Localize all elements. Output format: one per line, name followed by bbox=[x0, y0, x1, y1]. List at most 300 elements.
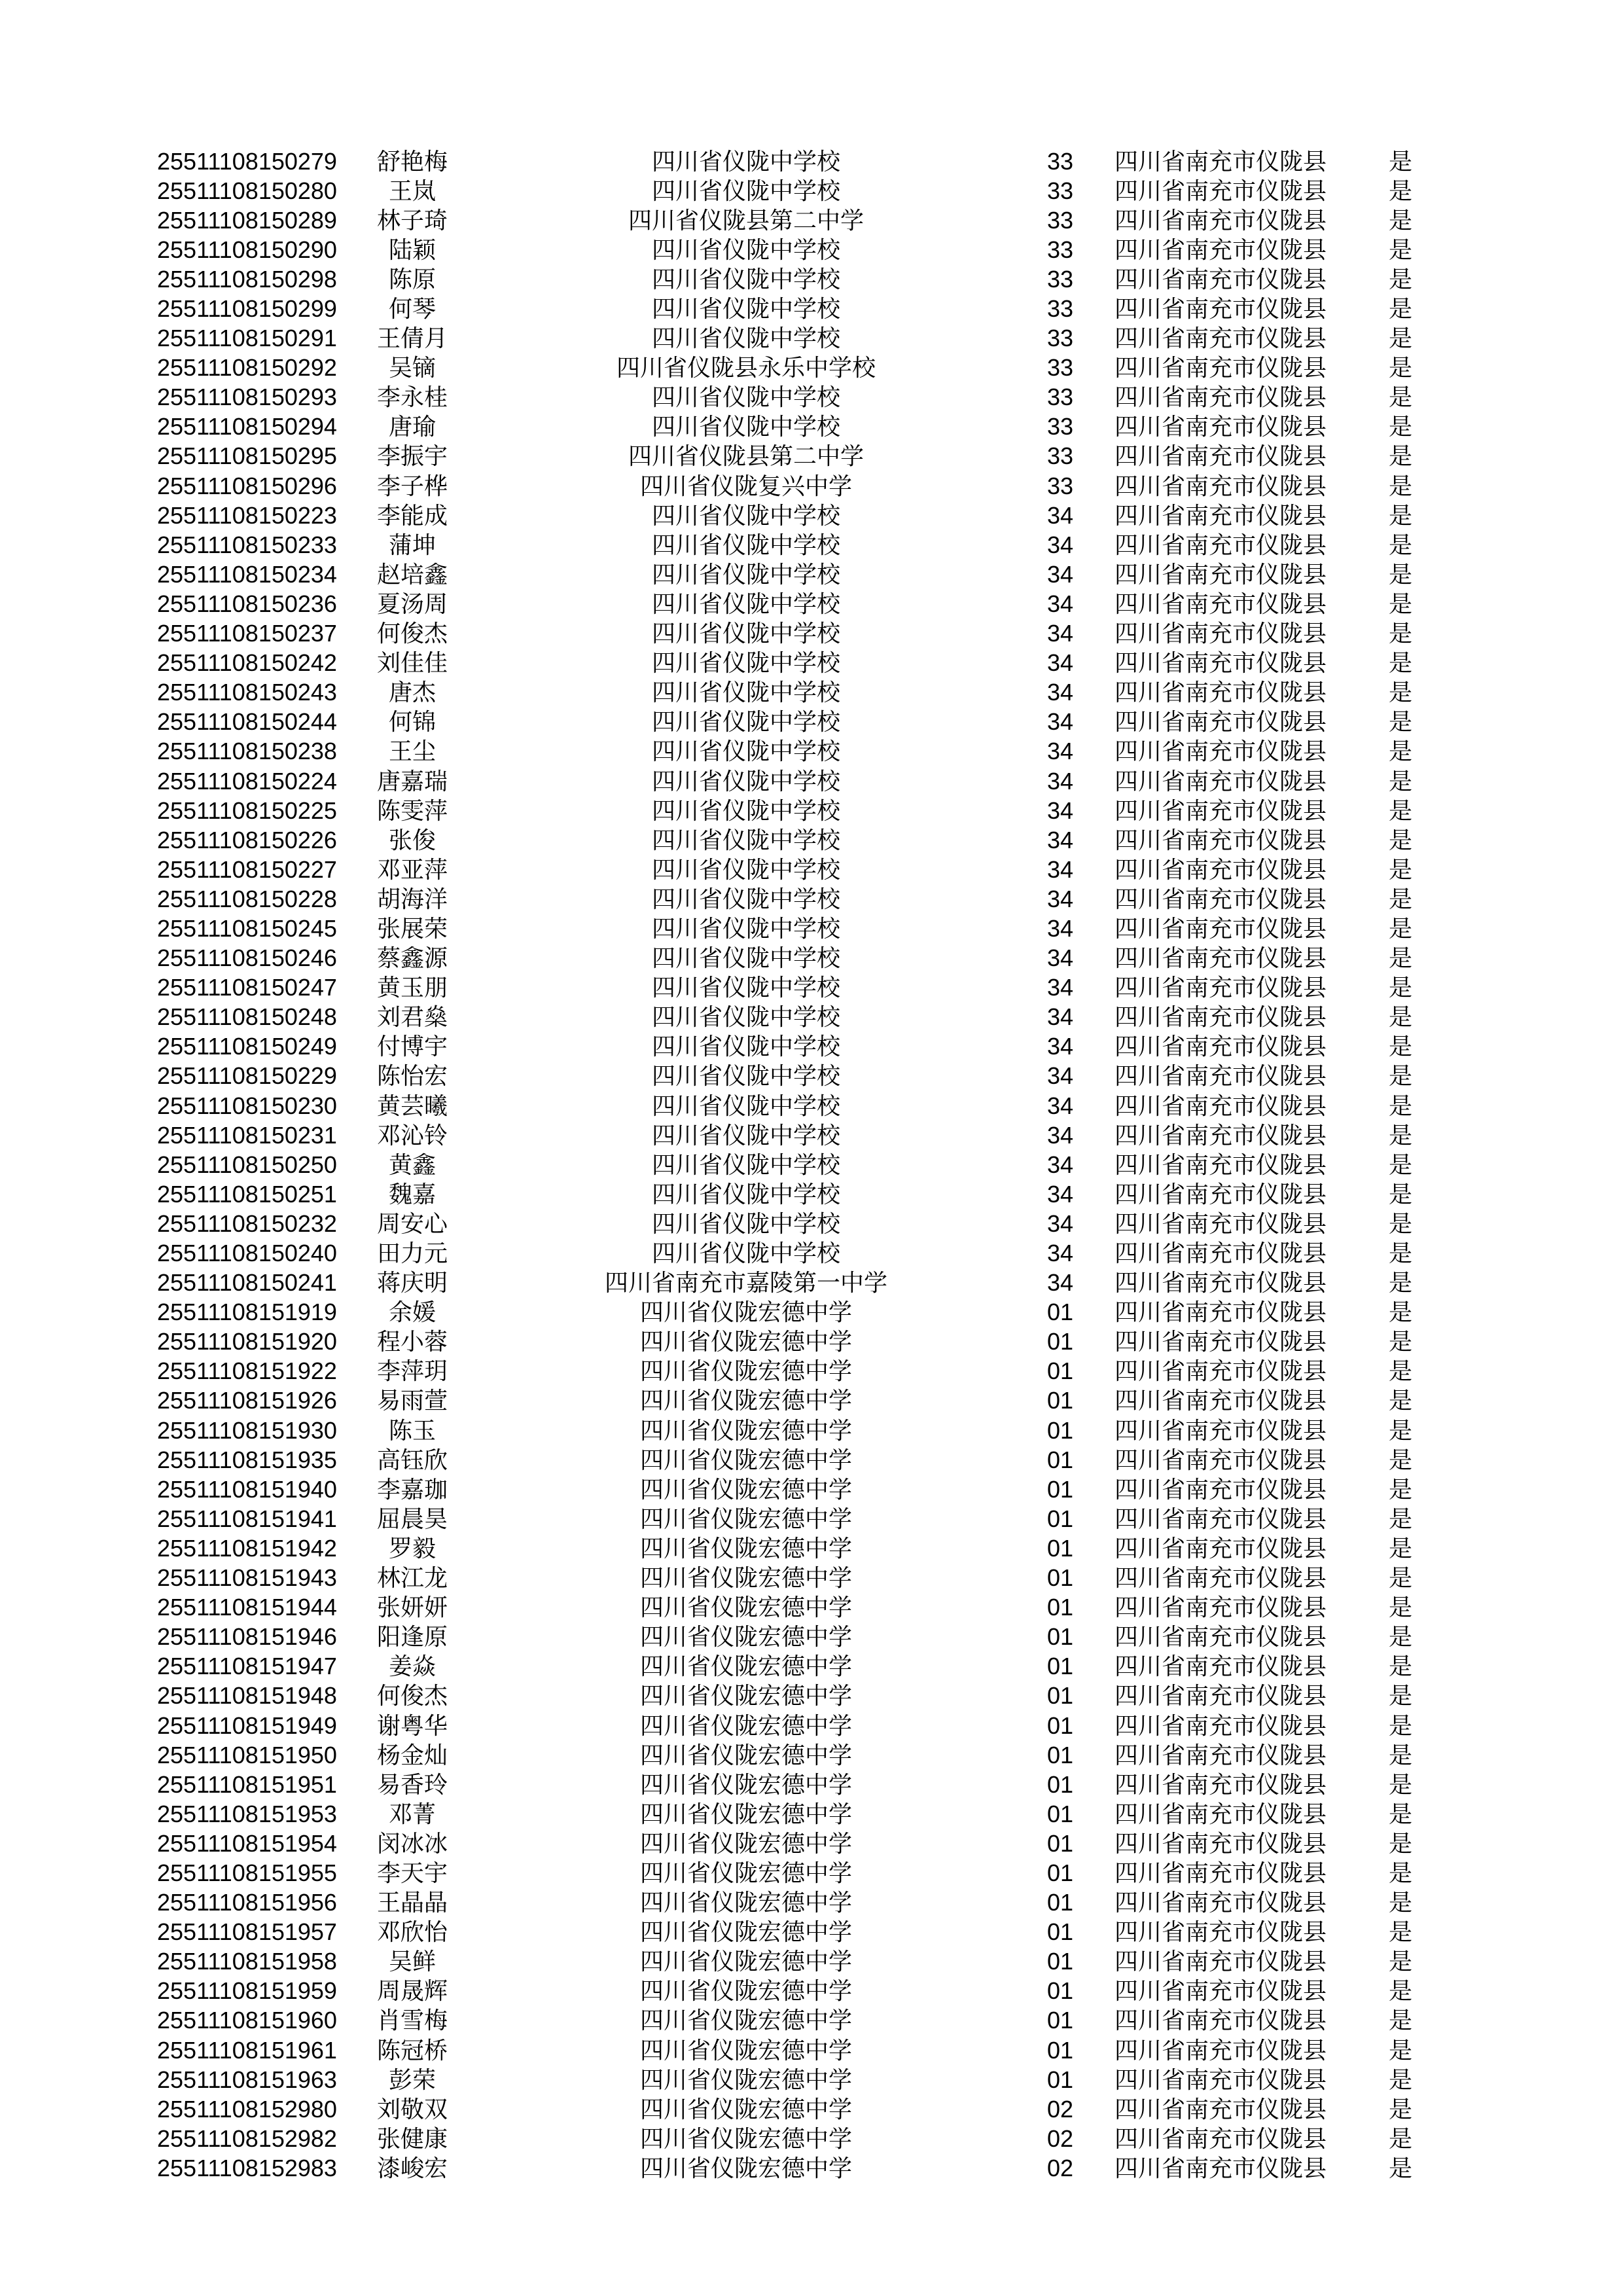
table-row bbox=[0, 1209, 1623, 1238]
table-row bbox=[0, 1504, 1623, 1534]
region-cell: 四川省南充市仪陇县 bbox=[1114, 1181, 1327, 1208]
exam-number-cell: 25511108150244 bbox=[157, 708, 337, 736]
region-cell: 四川省南充市仪陇县 bbox=[1114, 1033, 1327, 1060]
student-name-cell: 陈冠桥 bbox=[376, 2037, 448, 2064]
confirmed-cell: 是 bbox=[1388, 1653, 1412, 1680]
school-cell: 四川省仪陇宏德中学 bbox=[639, 1417, 852, 1444]
student-name-cell: 肖雪梅 bbox=[376, 2007, 448, 2034]
region-cell: 四川省南充市仪陇县 bbox=[1114, 1240, 1327, 1267]
region-cell: 四川省南充市仪陇县 bbox=[1114, 2096, 1327, 2123]
school-cell: 四川省仪陇中学校 bbox=[651, 384, 840, 411]
student-name-cell: 何俊杰 bbox=[376, 1683, 448, 1710]
region-cell: 四川省南充市仪陇县 bbox=[1114, 1358, 1327, 1385]
table-row bbox=[0, 1681, 1623, 1711]
confirmed-cell: 是 bbox=[1388, 1033, 1412, 1060]
table-row bbox=[0, 1150, 1623, 1179]
class-number-cell: 01 bbox=[1046, 1977, 1074, 2005]
exam-number-cell: 25511108150279 bbox=[157, 147, 337, 175]
exam-number-cell: 25511108151930 bbox=[157, 1416, 337, 1444]
region-cell: 四川省南充市仪陇县 bbox=[1114, 856, 1327, 883]
table-row bbox=[0, 1327, 1623, 1357]
school-cell: 四川省仪陇宏德中学 bbox=[639, 1565, 852, 1592]
table-row bbox=[0, 1445, 1623, 1475]
class-number-cell: 01 bbox=[1046, 1505, 1074, 1532]
class-number-cell: 34 bbox=[1046, 914, 1074, 942]
class-number-cell: 34 bbox=[1046, 649, 1074, 677]
exam-number-cell: 25511108150293 bbox=[157, 384, 337, 411]
region-cell: 四川省南充市仪陇县 bbox=[1114, 207, 1327, 234]
region-cell: 四川省南充市仪陇县 bbox=[1114, 1742, 1327, 1768]
school-cell: 四川省仪陇中学校 bbox=[651, 531, 840, 558]
table-row bbox=[0, 589, 1623, 619]
exam-number-cell: 25511108151951 bbox=[157, 1770, 337, 1798]
table-row bbox=[0, 2036, 1623, 2065]
school-cell: 四川省仪陇宏德中学 bbox=[639, 2007, 852, 2034]
table-row bbox=[0, 825, 1623, 855]
table-row bbox=[0, 1091, 1623, 1121]
region-cell: 四川省南充市仪陇县 bbox=[1114, 1210, 1327, 1237]
confirmed-cell: 是 bbox=[1388, 1358, 1412, 1385]
class-number-cell: 34 bbox=[1046, 767, 1074, 795]
exam-number-cell: 25511108150294 bbox=[157, 413, 337, 440]
table-row bbox=[0, 1977, 1623, 2006]
table-row bbox=[0, 294, 1623, 323]
school-cell: 四川省仪陇中学校 bbox=[651, 1092, 840, 1119]
class-number-cell: 02 bbox=[1046, 2125, 1074, 2152]
student-name-cell: 黄玉朋 bbox=[376, 975, 448, 1001]
region-cell: 四川省南充市仪陇县 bbox=[1114, 945, 1327, 972]
region-cell: 四川省南充市仪陇县 bbox=[1114, 915, 1327, 942]
exam-number-cell: 25511108150232 bbox=[157, 1210, 337, 1237]
table-row bbox=[0, 530, 1623, 560]
exam-number-cell: 25511108151954 bbox=[157, 1829, 337, 1857]
table-row bbox=[0, 619, 1623, 649]
table-row bbox=[0, 412, 1623, 442]
exam-number-cell: 25511108150246 bbox=[157, 944, 337, 972]
school-cell: 四川省仪陇中学校 bbox=[651, 236, 840, 263]
confirmed-cell: 是 bbox=[1388, 2066, 1412, 2093]
class-number-cell: 33 bbox=[1046, 325, 1074, 352]
table-row bbox=[0, 501, 1623, 530]
confirmed-cell: 是 bbox=[1388, 1683, 1412, 1710]
table-row bbox=[0, 1386, 1623, 1416]
student-name-cell: 唐杰 bbox=[388, 679, 436, 706]
school-cell: 四川省仪陇宏德中学 bbox=[639, 2066, 852, 2093]
region-cell: 四川省南充市仪陇县 bbox=[1114, 1151, 1327, 1178]
exam-number-cell: 25511108152982 bbox=[157, 2125, 337, 2152]
table-row bbox=[0, 2124, 1623, 2153]
confirmed-cell: 是 bbox=[1388, 1890, 1412, 1916]
exam-number-cell: 25511108150237 bbox=[157, 620, 337, 647]
region-cell: 四川省南充市仪陇县 bbox=[1114, 1801, 1327, 1827]
confirmed-cell: 是 bbox=[1388, 1505, 1412, 1532]
class-number-cell: 02 bbox=[1046, 2154, 1074, 2181]
region-cell: 四川省南充市仪陇县 bbox=[1114, 443, 1327, 470]
confirmed-cell: 是 bbox=[1388, 2155, 1412, 2181]
region-cell: 四川省南充市仪陇县 bbox=[1114, 2155, 1327, 2181]
student-name-cell: 张健康 bbox=[376, 2125, 448, 2152]
school-cell: 四川省仪陇中学校 bbox=[651, 679, 840, 706]
school-cell: 四川省仪陇中学校 bbox=[651, 177, 840, 204]
table-row bbox=[0, 1770, 1623, 1799]
class-number-cell: 01 bbox=[1046, 2066, 1074, 2093]
school-cell: 四川省仪陇中学校 bbox=[651, 590, 840, 617]
student-name-cell: 彭荣 bbox=[388, 2066, 436, 2093]
table-row bbox=[0, 1003, 1623, 1032]
school-cell: 四川省仪陇中学校 bbox=[651, 768, 840, 795]
region-cell: 四川省南充市仪陇县 bbox=[1114, 1535, 1327, 1562]
student-name-cell: 唐瑜 bbox=[388, 414, 436, 440]
class-number-cell: 34 bbox=[1046, 1240, 1074, 1267]
region-cell: 四川省南充市仪陇县 bbox=[1114, 1771, 1327, 1798]
exam-number-cell: 25511108150241 bbox=[157, 1269, 337, 1297]
student-name-cell: 胡海洋 bbox=[376, 886, 448, 912]
confirmed-cell: 是 bbox=[1388, 325, 1412, 352]
table-row bbox=[0, 1888, 1623, 1918]
region-cell: 四川省南充市仪陇县 bbox=[1114, 1446, 1327, 1473]
student-name-cell: 付博宇 bbox=[376, 1033, 448, 1060]
school-cell: 四川省仪陇宏德中学 bbox=[639, 1742, 852, 1768]
class-number-cell: 33 bbox=[1046, 147, 1074, 175]
student-name-cell: 黄芸曦 bbox=[376, 1092, 448, 1119]
confirmed-cell: 是 bbox=[1388, 797, 1412, 824]
table-row bbox=[0, 176, 1623, 206]
region-cell: 四川省南充市仪陇县 bbox=[1114, 502, 1327, 529]
school-cell: 四川省仪陇宏德中学 bbox=[639, 1683, 852, 1710]
region-cell: 四川省南充市仪陇县 bbox=[1114, 1978, 1327, 2005]
confirmed-cell: 是 bbox=[1388, 207, 1412, 234]
table-row bbox=[0, 1652, 1623, 1681]
exam-number-cell: 25511108150236 bbox=[157, 590, 337, 617]
table-row bbox=[0, 796, 1623, 825]
exam-number-cell: 25511108150225 bbox=[157, 797, 337, 824]
exam-number-cell: 25511108152980 bbox=[157, 2095, 337, 2123]
table-row bbox=[0, 383, 1623, 412]
region-cell: 四川省南充市仪陇县 bbox=[1114, 1683, 1327, 1710]
confirmed-cell: 是 bbox=[1388, 531, 1412, 558]
school-cell: 四川省仪陇中学校 bbox=[651, 1122, 840, 1149]
region-cell: 四川省南充市仪陇县 bbox=[1114, 886, 1327, 912]
confirmed-cell: 是 bbox=[1388, 709, 1412, 736]
confirmed-cell: 是 bbox=[1388, 1299, 1412, 1326]
confirmed-cell: 是 bbox=[1388, 1771, 1412, 1798]
region-cell: 四川省南充市仪陇县 bbox=[1114, 1092, 1327, 1119]
school-cell: 四川省仪陇中学校 bbox=[651, 797, 840, 824]
exam-number-cell: 25511108151960 bbox=[157, 2007, 337, 2034]
confirmed-cell: 是 bbox=[1388, 915, 1412, 942]
class-number-cell: 34 bbox=[1046, 1210, 1074, 1237]
table-row bbox=[0, 1799, 1623, 1829]
school-cell: 四川省仪陇中学校 bbox=[651, 975, 840, 1001]
region-cell: 四川省南充市仪陇县 bbox=[1114, 473, 1327, 499]
exam-number-cell: 25511108151958 bbox=[157, 1948, 337, 1975]
student-name-cell: 谢粤华 bbox=[376, 1712, 448, 1739]
class-number-cell: 34 bbox=[1046, 797, 1074, 824]
confirmed-cell: 是 bbox=[1388, 1594, 1412, 1621]
class-number-cell: 33 bbox=[1046, 442, 1074, 470]
school-cell: 四川省仪陇中学校 bbox=[651, 738, 840, 765]
school-cell: 四川省仪陇宏德中学 bbox=[639, 1446, 852, 1473]
student-name-cell: 李能成 bbox=[376, 502, 448, 529]
class-number-cell: 34 bbox=[1046, 1151, 1074, 1178]
student-name-cell: 张俊 bbox=[388, 827, 436, 853]
confirmed-cell: 是 bbox=[1388, 975, 1412, 1001]
table-row bbox=[0, 1032, 1623, 1062]
class-number-cell: 34 bbox=[1046, 679, 1074, 706]
table-row bbox=[0, 1918, 1623, 1947]
class-number-cell: 01 bbox=[1046, 1889, 1074, 1916]
student-name-cell: 周安心 bbox=[376, 1210, 448, 1237]
table-row bbox=[0, 1740, 1623, 1770]
student-name-cell: 夏汤周 bbox=[376, 590, 448, 617]
class-number-cell: 34 bbox=[1046, 1121, 1074, 1149]
student-name-cell: 何琴 bbox=[388, 296, 436, 323]
records-table bbox=[0, 147, 1623, 2183]
class-number-cell: 34 bbox=[1046, 855, 1074, 883]
exam-number-cell: 25511108151957 bbox=[157, 1918, 337, 1946]
table-row bbox=[0, 1357, 1623, 1386]
school-cell: 四川省仪陇中学校 bbox=[651, 414, 840, 440]
table-row bbox=[0, 1179, 1623, 1209]
confirmed-cell: 是 bbox=[1388, 473, 1412, 499]
student-name-cell: 程小蓉 bbox=[376, 1329, 448, 1355]
class-number-cell: 34 bbox=[1046, 738, 1074, 765]
exam-number-cell: 25511108151940 bbox=[157, 1475, 337, 1503]
school-cell: 四川省仪陇中学校 bbox=[651, 1033, 840, 1060]
region-cell: 四川省南充市仪陇县 bbox=[1114, 1505, 1327, 1532]
class-number-cell: 34 bbox=[1046, 944, 1074, 972]
exam-number-cell: 25511108150242 bbox=[157, 649, 337, 677]
exam-number-cell: 25511108151919 bbox=[157, 1299, 337, 1326]
student-name-cell: 邓亚萍 bbox=[376, 856, 448, 883]
confirmed-cell: 是 bbox=[1388, 590, 1412, 617]
exam-number-cell: 25511108150234 bbox=[157, 560, 337, 588]
class-number-cell: 33 bbox=[1046, 384, 1074, 411]
table-row bbox=[0, 1593, 1623, 1623]
school-cell: 四川省仪陇中学校 bbox=[651, 502, 840, 529]
region-cell: 四川省南充市仪陇县 bbox=[1114, 1476, 1327, 1503]
confirmed-cell: 是 bbox=[1388, 1004, 1412, 1031]
region-cell: 四川省南充市仪陇县 bbox=[1114, 177, 1327, 204]
confirmed-cell: 是 bbox=[1388, 384, 1412, 411]
class-number-cell: 01 bbox=[1046, 1682, 1074, 1710]
region-cell: 四川省南充市仪陇县 bbox=[1114, 2066, 1327, 2093]
class-number-cell: 33 bbox=[1046, 472, 1074, 499]
table-row bbox=[0, 442, 1623, 471]
confirmed-cell: 是 bbox=[1388, 296, 1412, 323]
student-name-cell: 吴鲜 bbox=[388, 1948, 436, 1975]
confirmed-cell: 是 bbox=[1388, 1122, 1412, 1149]
region-cell: 四川省南充市仪陇县 bbox=[1114, 1830, 1327, 1857]
exam-number-cell: 25511108151955 bbox=[157, 1859, 337, 1886]
class-number-cell: 01 bbox=[1046, 1859, 1074, 1886]
confirmed-cell: 是 bbox=[1388, 1476, 1412, 1503]
student-name-cell: 黄鑫 bbox=[388, 1151, 436, 1178]
student-name-cell: 陆颖 bbox=[388, 236, 436, 263]
class-number-cell: 01 bbox=[1046, 2036, 1074, 2064]
class-number-cell: 33 bbox=[1046, 413, 1074, 440]
region-cell: 四川省南充市仪陇县 bbox=[1114, 620, 1327, 647]
student-name-cell: 陈原 bbox=[388, 266, 436, 293]
exam-number-cell: 25511108150223 bbox=[157, 501, 337, 529]
school-cell: 四川省仪陇宏德中学 bbox=[639, 1712, 852, 1739]
school-cell: 四川省仪陇宏德中学 bbox=[639, 2125, 852, 2152]
class-number-cell: 34 bbox=[1046, 531, 1074, 558]
confirmed-cell: 是 bbox=[1388, 1948, 1412, 1975]
school-cell: 四川省仪陇宏德中学 bbox=[639, 1535, 852, 1562]
region-cell: 四川省南充市仪陇县 bbox=[1114, 650, 1327, 677]
confirmed-cell: 是 bbox=[1388, 1624, 1412, 1651]
class-number-cell: 01 bbox=[1046, 2007, 1074, 2034]
student-name-cell: 李嘉珈 bbox=[376, 1476, 448, 1503]
class-number-cell: 34 bbox=[1046, 826, 1074, 853]
confirmed-cell: 是 bbox=[1388, 768, 1412, 795]
confirmed-cell: 是 bbox=[1388, 2125, 1412, 2152]
exam-number-cell: 25511108151961 bbox=[157, 2036, 337, 2064]
confirmed-cell: 是 bbox=[1388, 1329, 1412, 1355]
school-cell: 四川省仪陇中学校 bbox=[651, 620, 840, 647]
region-cell: 四川省南充市仪陇县 bbox=[1114, 1388, 1327, 1414]
confirmed-cell: 是 bbox=[1388, 414, 1412, 440]
school-cell: 四川省仪陇宏德中学 bbox=[639, 1801, 852, 1827]
confirmed-cell: 是 bbox=[1388, 1859, 1412, 1886]
region-cell: 四川省南充市仪陇县 bbox=[1114, 355, 1327, 382]
confirmed-cell: 是 bbox=[1388, 177, 1412, 204]
confirmed-cell: 是 bbox=[1388, 1535, 1412, 1562]
exam-number-cell: 25511108150290 bbox=[157, 236, 337, 263]
student-name-cell: 李子桦 bbox=[376, 473, 448, 499]
exam-number-cell: 25511108150298 bbox=[157, 265, 337, 293]
region-cell: 四川省南充市仪陇县 bbox=[1114, 709, 1327, 736]
exam-number-cell: 25511108150224 bbox=[157, 767, 337, 795]
exam-number-cell: 25511108150240 bbox=[157, 1240, 337, 1267]
exam-number-cell: 25511108151950 bbox=[157, 1741, 337, 1768]
table-row bbox=[0, 353, 1623, 383]
region-cell: 四川省南充市仪陇县 bbox=[1114, 148, 1327, 175]
confirmed-cell: 是 bbox=[1388, 1446, 1412, 1473]
region-cell: 四川省南充市仪陇县 bbox=[1114, 1063, 1327, 1090]
student-name-cell: 蔡鑫源 bbox=[376, 945, 448, 972]
class-number-cell: 01 bbox=[1046, 1446, 1074, 1473]
table-row bbox=[0, 471, 1623, 501]
student-name-cell: 陈怡宏 bbox=[376, 1063, 448, 1090]
student-name-cell: 田力元 bbox=[376, 1240, 448, 1267]
exam-number-cell: 25511108150245 bbox=[157, 914, 337, 942]
exam-number-cell: 25511108150233 bbox=[157, 531, 337, 558]
school-cell: 四川省仪陇宏德中学 bbox=[639, 1624, 852, 1651]
exam-number-cell: 25511108150280 bbox=[157, 177, 337, 204]
class-number-cell: 34 bbox=[1046, 1033, 1074, 1060]
table-row bbox=[0, 649, 1623, 678]
school-cell: 四川省仪陇复兴中学 bbox=[639, 473, 852, 499]
student-name-cell: 邓菁 bbox=[388, 1801, 436, 1827]
confirmed-cell: 是 bbox=[1388, 1978, 1412, 2005]
exam-number-cell: 25511108150295 bbox=[157, 442, 337, 470]
exam-number-cell: 25511108150229 bbox=[157, 1062, 337, 1090]
region-cell: 四川省南充市仪陇县 bbox=[1114, 797, 1327, 824]
student-name-cell: 陈玉 bbox=[388, 1417, 436, 1444]
table-row bbox=[0, 1298, 1623, 1327]
school-cell: 四川省仪陇宏德中学 bbox=[639, 1890, 852, 1916]
school-cell: 四川省仪陇中学校 bbox=[651, 148, 840, 175]
table-row bbox=[0, 1416, 1623, 1445]
exam-number-cell: 25511108150250 bbox=[157, 1151, 337, 1178]
school-cell: 四川省仪陇宏德中学 bbox=[639, 1771, 852, 1798]
class-number-cell: 01 bbox=[1046, 1829, 1074, 1857]
exam-number-cell: 25511108150238 bbox=[157, 738, 337, 765]
student-name-cell: 王尘 bbox=[388, 738, 436, 765]
confirmed-cell: 是 bbox=[1388, 856, 1412, 883]
school-cell: 四川省仪陇宏德中学 bbox=[639, 1594, 852, 1621]
class-number-cell: 01 bbox=[1046, 1594, 1074, 1621]
student-name-cell: 李萍玥 bbox=[376, 1358, 448, 1385]
confirmed-cell: 是 bbox=[1388, 561, 1412, 588]
exam-number-cell: 25511108150228 bbox=[157, 885, 337, 912]
class-number-cell: 34 bbox=[1046, 1003, 1074, 1031]
table-row bbox=[0, 1534, 1623, 1563]
class-number-cell: 34 bbox=[1046, 560, 1074, 588]
student-name-cell: 吴镝 bbox=[388, 355, 436, 382]
exam-number-cell: 25511108150248 bbox=[157, 1003, 337, 1031]
class-number-cell: 01 bbox=[1046, 1948, 1074, 1975]
exam-number-cell: 25511108150296 bbox=[157, 472, 337, 499]
school-cell: 四川省仪陇中学校 bbox=[651, 1181, 840, 1208]
confirmed-cell: 是 bbox=[1388, 2007, 1412, 2034]
table-row bbox=[0, 206, 1623, 235]
region-cell: 四川省南充市仪陇县 bbox=[1114, 1890, 1327, 1916]
class-number-cell: 01 bbox=[1046, 1475, 1074, 1503]
student-name-cell: 易香玲 bbox=[376, 1771, 448, 1798]
student-name-cell: 李永桂 bbox=[376, 384, 448, 411]
confirmed-cell: 是 bbox=[1388, 2096, 1412, 2123]
region-cell: 四川省南充市仪陇县 bbox=[1114, 827, 1327, 853]
exam-number-cell: 25511108151948 bbox=[157, 1682, 337, 1710]
confirmed-cell: 是 bbox=[1388, 1092, 1412, 1119]
confirmed-cell: 是 bbox=[1388, 1210, 1412, 1237]
exam-number-cell: 25511108151956 bbox=[157, 1889, 337, 1916]
student-name-cell: 周晟辉 bbox=[376, 1978, 448, 2005]
exam-number-cell: 25511108151935 bbox=[157, 1446, 337, 1473]
student-name-cell: 屈晨昊 bbox=[376, 1505, 448, 1532]
exam-number-cell: 25511108150243 bbox=[157, 679, 337, 706]
region-cell: 四川省南充市仪陇县 bbox=[1114, 325, 1327, 352]
exam-number-cell: 25511108151946 bbox=[157, 1623, 337, 1651]
class-number-cell: 33 bbox=[1046, 295, 1074, 323]
exam-number-cell: 25511108150227 bbox=[157, 855, 337, 883]
student-name-cell: 林子琦 bbox=[376, 207, 448, 234]
table-row bbox=[0, 914, 1623, 943]
table-row bbox=[0, 884, 1623, 914]
school-cell: 四川省仪陇中学校 bbox=[651, 1210, 840, 1237]
exam-number-cell: 25511108151949 bbox=[157, 1712, 337, 1739]
table-row bbox=[0, 708, 1623, 737]
region-cell: 四川省南充市仪陇县 bbox=[1114, 1919, 1327, 1946]
exam-number-cell: 25511108150230 bbox=[157, 1092, 337, 1119]
region-cell: 四川省南充市仪陇县 bbox=[1114, 236, 1327, 263]
confirmed-cell: 是 bbox=[1388, 1565, 1412, 1592]
class-number-cell: 34 bbox=[1046, 501, 1074, 529]
school-cell: 四川省仪陇中学校 bbox=[651, 915, 840, 942]
school-cell: 四川省仪陇中学校 bbox=[651, 266, 840, 293]
class-number-cell: 01 bbox=[1046, 1712, 1074, 1739]
class-number-cell: 01 bbox=[1046, 1653, 1074, 1680]
student-name-cell: 蒋庆明 bbox=[376, 1270, 448, 1297]
region-cell: 四川省南充市仪陇县 bbox=[1114, 2125, 1327, 2152]
exam-number-cell: 25511108152983 bbox=[157, 2154, 337, 2181]
exam-number-cell: 25511108150289 bbox=[157, 206, 337, 234]
school-cell: 四川省仪陇宏德中学 bbox=[639, 1476, 852, 1503]
region-cell: 四川省南充市仪陇县 bbox=[1114, 2037, 1327, 2064]
